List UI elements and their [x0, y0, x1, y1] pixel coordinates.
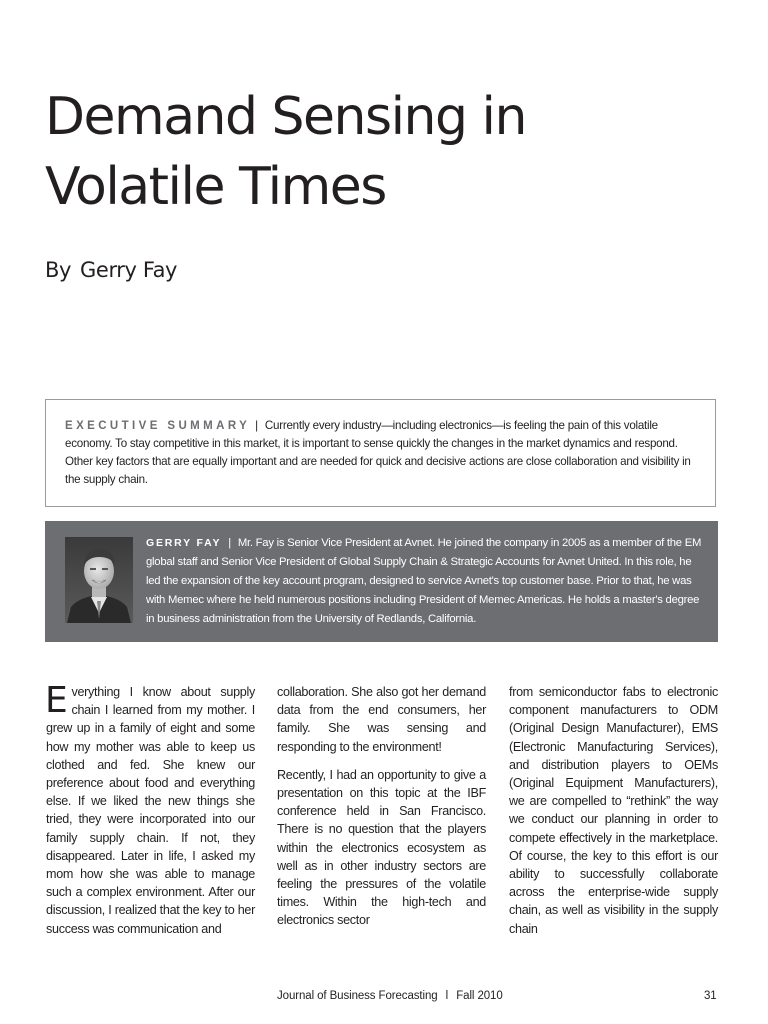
executive-summary-label: EXECUTIVE SUMMARY: [65, 420, 251, 432]
body-paragraph: [45, 680, 255, 938]
author-name: Gerry Fay: [80, 258, 178, 282]
body-paragraph: Recently, I had an opportunity to give a presentation on this topic at the IBF conference held in San Francisco. There is no question that the players within the electronics ecosystem as well as in other industry sectors are feeling the pressures of the volatile times. Within the high-tech and electronics sector: [277, 767, 486, 928]
body-text: verything I know about supply chain I learned from my mother. I grew up in a family of eight and some how my mother was able to keep us clothed and fed. She knew our preference about food and everything else. If we liked the new things she tried, they were incorporated into our family supply chain. If not, they disappeared. Later in life, I asked my mom how she was able to manage such a complex environment. After our discussion, I realized that the key to her success was communication and: [46, 685, 255, 936]
author-bio-text: [146, 534, 706, 629]
footer-journal: [277, 990, 503, 1002]
executive-summary-text: Currently every industry—including electronics—is feeling the pain of this volatile economy. To stay competitive in this market, it is important to sense quickly the changes in the market dynamics and respond. Other key factors that are equally important and are needed for quick and decisive actions are close collaboration and visibility in the supply chain.: [65, 419, 691, 486]
body-paragraph: collaboration. She also got her demand data from the end consumers, her family. She was sensing and responding to the environment!: [277, 685, 486, 754]
bio-description: Mr. Fay is Senior Vice President at Avnet. He joined the company in 2005 as a member of the EM global staff and Senior Vice President of Global Supply Chain & Strategic Accounts for Avnet United. In this role, he led the expansion of the key account program, designed to service Avnet's top customer base. Prior to that, he was with Memec where he held numerous positions including President of Memec Americas. He holds a master's degree in business administration from the University of Redlands, California.: [146, 537, 702, 626]
author-bio-box: [45, 521, 718, 642]
body-column-2: [277, 683, 486, 940]
byline: [45, 258, 177, 282]
executive-summary-box: [45, 399, 716, 507]
page-number: 31: [704, 990, 717, 1002]
byline-prefix: By: [45, 258, 72, 282]
body-column-3: [509, 683, 718, 948]
body-paragraph: from semiconductor fabs to electronic component manufacturers to ODM (Original Design Manufacturer), EMS (Electronic Manufacturing Services), and distribution players to OEMs (Original Equipment Manufacturers), we are compelled to “rethink” the way we conduct our planning in order to compete effectively in the marketplace. Of course, the key to this effort is our ability to successfully collaborate across the enterprise-wide supply chain, as well as visibility in the supply chain: [509, 685, 718, 936]
body-column-1: [45, 680, 255, 948]
title-line-1: Demand Sensing in: [45, 87, 526, 147]
journal-name: Journal of Business Forecasting: [277, 990, 438, 1002]
article-title: [45, 82, 735, 222]
executive-summary-separator: |: [255, 419, 258, 432]
bio-name: GERRY FAY: [146, 537, 222, 549]
title-line-2: Volatile Times: [45, 157, 386, 217]
bio-separator: |: [228, 537, 231, 549]
drop-cap: E: [45, 680, 68, 721]
issue-date: Fall 2010: [456, 990, 503, 1002]
author-photo: [65, 537, 133, 623]
footer-separator: l: [445, 990, 449, 1002]
